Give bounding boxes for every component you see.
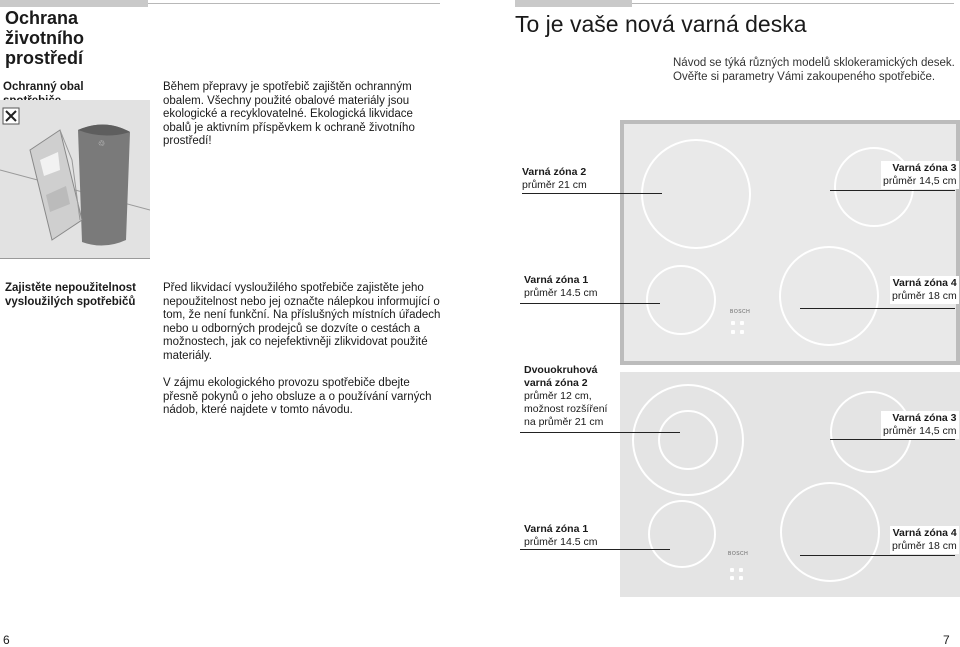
control-dot: [740, 321, 744, 325]
right-header-thin-rule: [632, 3, 954, 4]
disposal-text: Před likvidací vysloužilého spotřebiče zajistěte jeho nepoužitelnost nebo jej označte nálepkou informující o tom, že není funkční. Na příslušných místních úřadech nebo u odborných prodejců se dozvíte o cestách a možnostech, jak co nejefektivněji zlikvidovat použité materiály.: [163, 282, 441, 362]
zone-3-label: [881, 411, 959, 439]
zone-1-name: Varná zóna 1: [524, 274, 589, 286]
zone-2-label: [520, 165, 589, 193]
zone-4-name: Varná zóna 4: [892, 277, 957, 289]
zone-3-leader: [830, 439, 955, 440]
eco-operation-text: V zájmu ekologického provozu spotřebiče dbejte přesně pokynů o jeho obsluze a o používání varných nádob, které najdete v tomto návodu.: [163, 377, 432, 416]
svg-text:♲: ♲: [98, 139, 106, 148]
zone-2-name: Varná zóna 2: [522, 166, 587, 178]
zone-4-name: Varná zóna 4: [892, 527, 957, 539]
packaging-text: Během přepravy je spotřebič zajištěn ochranným obalem. Všechny použité obalové materiály jsou ekologické a recyklovatelné. Ekologická likvidace obalů je aktivním příspěvkem k ochraně životního prostředí!: [163, 81, 415, 147]
zone-1-size: průměr 14.5 cm: [524, 287, 598, 299]
cooktop-diagram-1: [620, 120, 960, 365]
zone-3-label: [881, 161, 959, 189]
cooktop-diagram-2: [620, 372, 960, 597]
intro-text: Návod se týká různých modelů sklokeramických desek. Ověřte si parametry Vámi zakoupeného spotřebiče.: [673, 57, 955, 83]
dual-zone-leader: [520, 432, 680, 433]
dual-zone-line2: varná zóna 2: [524, 377, 588, 389]
zone-1-leader: [520, 303, 660, 304]
recycling-bin-illustration: [0, 100, 150, 258]
page-title: To je vaše nová varná deska: [515, 11, 807, 37]
control-dot: [739, 576, 743, 580]
zone-4-leader: [800, 555, 955, 556]
zone-4-label: [890, 276, 959, 304]
zone-3-name: Varná zóna 3: [892, 162, 957, 174]
zone-1-label: [522, 522, 600, 550]
zone-2-size: průměr 21 cm: [522, 179, 587, 191]
control-dot: [740, 330, 744, 334]
left-header-rule: [0, 0, 148, 7]
left-section-rule: [0, 258, 150, 259]
zone-4-size: průměr 18 cm: [892, 290, 957, 302]
right-header-rule: [515, 0, 632, 7]
zone-3-size: průměr 14,5 cm: [883, 175, 957, 187]
zone-1-ring: [646, 265, 716, 335]
dual-zone-label: [522, 363, 609, 430]
zone-4-size: průměr 18 cm: [892, 540, 957, 552]
zone-3-leader: [830, 190, 955, 191]
zone-4-label: [890, 526, 959, 554]
page-number-right: 7: [943, 633, 950, 647]
control-dot: [731, 321, 735, 325]
zone-4-ring: [780, 482, 880, 582]
zone-1-ring: [648, 500, 716, 568]
dual-zone-line5: na průměr 21 cm: [524, 416, 604, 428]
section-title: Ochrana životního prostředí: [5, 8, 84, 68]
dual-zone-inner-ring: [658, 410, 718, 470]
dual-zone-line1: Dvouokruhová: [524, 364, 598, 376]
zone-3-name: Varná zóna 3: [892, 412, 957, 424]
zone-2-leader: [522, 193, 662, 194]
zone-4-leader: [800, 308, 955, 309]
control-dot: [730, 576, 734, 580]
zone-1-label: [522, 273, 600, 301]
zone-4-ring: [779, 246, 879, 346]
disposal-heading: Zajistěte nepoužitelnost vysloužilých spotřebičů: [5, 282, 136, 308]
brand-logo: BOSCH: [730, 309, 751, 315]
control-dot: [739, 568, 743, 572]
packaging-heading: Ochranný obal: [3, 81, 84, 93]
dual-zone-line4: možnost rozšíření: [524, 403, 608, 415]
zone-1-size: průměr 14.5 cm: [524, 536, 598, 548]
zone-1-leader: [520, 549, 670, 550]
page-number-left: 6: [3, 633, 10, 647]
control-dot: [730, 568, 734, 572]
zone-1-name: Varná zóna 1: [524, 523, 589, 535]
control-dot: [731, 330, 735, 334]
dual-zone-line3: průměr 12 cm,: [524, 390, 592, 402]
brand-logo: BOSCH: [728, 551, 749, 557]
left-header-thin-rule: [148, 3, 440, 4]
zone-3-size: průměr 14,5 cm: [883, 425, 957, 437]
zone-2-ring: [641, 139, 751, 249]
